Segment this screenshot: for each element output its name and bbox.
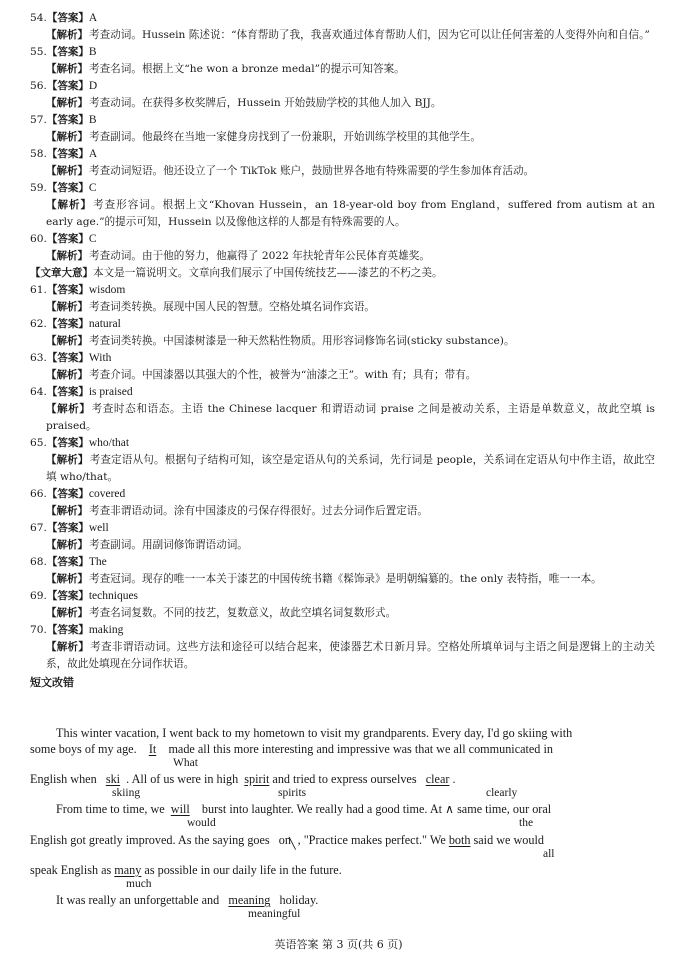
correction-word: clearly xyxy=(486,787,518,799)
answer-item-67: 67.【答案】well 【解析】考查副词。用副词修饰谓语动词。 xyxy=(30,522,248,551)
error-word: will xyxy=(170,802,190,816)
error-word: ski xyxy=(105,772,121,786)
article-summary: 【文章大意】本文是一篇说明文。文章向我们展示了中国传统技艺——漆艺的不朽之美。 xyxy=(30,267,443,279)
correction-word: meaningful xyxy=(248,908,301,920)
correction-word: skiing xyxy=(112,787,141,799)
delete-mark: ╲ xyxy=(288,837,296,850)
answer-item-64: 64.【答案】is praised 【解析】考查时态和语态。主语 the Chinese lacquer 和谓语动词 praise 之间是被动关系，主语是单数意义，故此空填 is praised。 xyxy=(30,386,655,432)
answer-item-58: 58.【答案】A 【解析】考查动词短语。他还设立了一个 TikTok 账户，鼓励世界各地有特殊需要的学生参加体育活动。 xyxy=(30,148,535,177)
correction-heading: 短文改错 xyxy=(30,676,74,689)
error-word: It xyxy=(148,742,157,756)
answer-item-60: 60.【答案】C 【解析】考查动词。由于他的努力，他赢得了 2022 年扶轮青年公民体育英雄奖。 xyxy=(30,233,430,262)
correction-word: would xyxy=(187,817,216,829)
answer-item-62: 62.【答案】natural 【解析】考查词类转换。中国漆树漆是一种天然粘性物质。用形容词修饰名词(sticky substance)。 xyxy=(30,318,515,347)
error-word: both xyxy=(448,833,471,847)
answer-item-61: 61.【答案】wisdom 【解析】考查词类转换。展现中国人民的智慧。空格处填名词作宾语。 xyxy=(30,284,376,313)
error-word: spirit xyxy=(244,772,270,786)
error-word: clear xyxy=(425,772,450,786)
answer-list xyxy=(30,10,655,691)
correction-line-2: some boys of my age. It made all this more interesting and impressive was that we all communicated in xyxy=(30,742,553,756)
error-word: meaning xyxy=(228,893,271,907)
correction-word: all xyxy=(543,848,555,860)
correction-line-5: English got greatly improved. As the saying goes on╲ , "Practice makes perfect." We both said we would xyxy=(30,833,544,850)
answer-item-70: 70.【答案】making 【解析】考查非谓语动词。这些方法和途径可以结合起来，使漆器艺术日新月异。空格处所填单词与主语之间是逻辑上的主动关系，故此处填现在分词作状语。 xyxy=(30,624,656,670)
page-footer: 英语答案 第 3 页(共 6 页) xyxy=(274,938,403,951)
correction-line-6: speak English as many as possible in our daily life in the future. xyxy=(30,863,342,877)
answer-item-57: 57.【答案】B 【解析】考查副词。他最终在当地一家健身房找到了一份兼职，开始训练学校里的其他学生。 xyxy=(30,114,481,143)
answer-item-55: 55.【答案】B 【解析】考查名词。根据上文“he won a bronze medal”的提示可知答案。 xyxy=(30,46,405,75)
answer-item-59: 59.【答案】C 【解析】考查形容词。根据上文“Khovan Hussein，an 18-year-old boy from England，suffered from autism at an early age.”的提示可知，Hussein 以及像他这样的人都是有特殊需要的人。 xyxy=(30,182,655,228)
answer-item-56: 56.【答案】D 【解析】考查动词。在获得多枚奖牌后，Hussein 开始鼓励学校的其他人加入 BJJ。 xyxy=(30,80,442,109)
correction-word: the xyxy=(519,817,534,829)
correction-line-4: From time to time, we will burst into laughter. We really had a good time. At ∧ same time, our oral xyxy=(56,802,552,816)
correction-line-1: This winter vacation, I went back to my hometown to visit my grandparents. Every day, I'd go skiing with xyxy=(56,726,573,740)
correction-word: much xyxy=(126,878,152,890)
answer-item-66: 66.【答案】covered 【解析】考查非谓语动词。涂有中国漆皮的弓保存得很好。过去分词作后置定语。 xyxy=(30,488,428,517)
answer-item-63: 63.【答案】With 【解析】考查介词。中国漆器以其强大的个性，被誉为“油漆之王”。with 有；具有；带有。 xyxy=(30,352,477,381)
error-word: many xyxy=(114,863,142,877)
correction-line-3: English when ski . All of us were in high spirit and tried to express ourselves clear . xyxy=(30,772,456,786)
deleted-word: on xyxy=(278,833,291,847)
answer-item-54: 54.【答案】A 【解析】考查动词。Hussein 陈述说：“体育帮助了我，我喜欢通过体育帮助人们，因为它可以让任何害羞的人变得外向和自信。” xyxy=(30,12,650,41)
correction-line-7: It was really an unforgettable and meaning holiday. xyxy=(56,893,319,907)
answer-item-68: 68.【答案】The 【解析】考查冠词。现存的唯一一本关于漆艺的中国传统书籍《髹饰录》是明朝编纂的。the only 表特指，唯一一本。 xyxy=(30,556,602,585)
correction-word: spirits xyxy=(278,787,307,799)
answer-item-69: 69.【答案】techniques 【解析】考查名词复数。不同的技艺，复数意义，故此空填名词复数形式。 xyxy=(30,590,397,619)
answer-item-65: 65.【答案】who/that 【解析】考查定语从句。根据句子结构可知，该空是定语从句的关系词，先行词是 people，关系词在定语从句中作主语，故此空填 who/that。 xyxy=(30,437,656,483)
correction-word: What xyxy=(173,757,198,769)
insert-caret: ∧ xyxy=(445,802,455,816)
